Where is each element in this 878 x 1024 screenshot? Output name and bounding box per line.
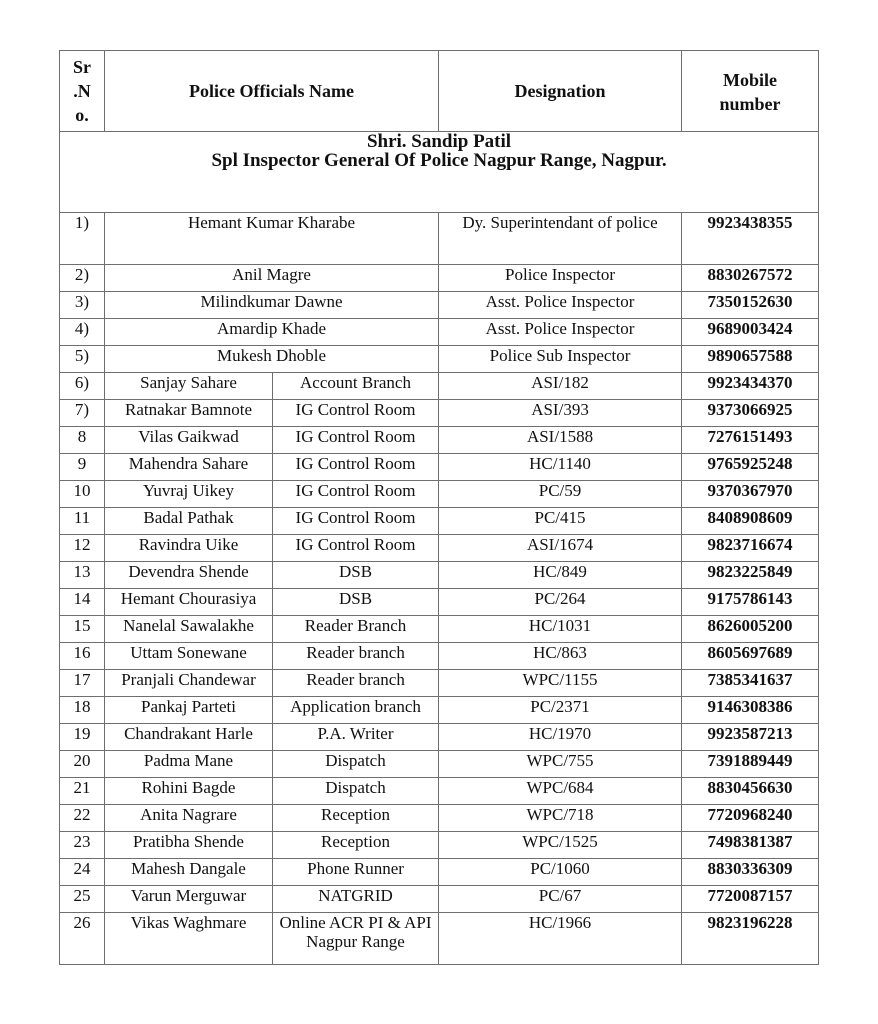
sr-no-cell: 4) <box>60 319 105 346</box>
table-row <box>60 859 819 886</box>
sr-no-cell: 5) <box>60 346 105 373</box>
mobile-number-cell: 7385341637 <box>682 670 819 697</box>
sr-no-cell: 25 <box>60 886 105 913</box>
table-row <box>60 427 819 454</box>
sr-no-cell: 18 <box>60 697 105 724</box>
branch-cell: IG Control Room <box>273 535 439 562</box>
sr-no-cell: 12 <box>60 535 105 562</box>
police-contacts-table <box>59 50 819 965</box>
section-title-post: Spl Inspector General Of Police Nagpur Range, Nagpur. <box>211 150 667 171</box>
section-heading-row <box>60 132 819 213</box>
sr-no-cell: 6) <box>60 373 105 400</box>
official-name-cell: Uttam Sonewane <box>105 643 273 670</box>
official-name-cell: Amardip Khade <box>105 319 439 346</box>
mobile-number-cell: 9890657588 <box>682 346 819 373</box>
branch-cell: IG Control Room <box>273 454 439 481</box>
sr-no-cell: 19 <box>60 724 105 751</box>
branch-cell: IG Control Room <box>273 481 439 508</box>
branch-cell: Dispatch <box>273 751 439 778</box>
mobile-number-cell: 9823225849 <box>682 562 819 589</box>
table-row <box>60 562 819 589</box>
designation-cell: PC/59 <box>439 481 682 508</box>
table-row <box>60 805 819 832</box>
sr-no-cell: 24 <box>60 859 105 886</box>
table-row <box>60 265 819 292</box>
table-row <box>60 481 819 508</box>
designation-cell: Asst. Police Inspector <box>439 292 682 319</box>
designation-cell: WPC/1155 <box>439 670 682 697</box>
header-sr-no: Sr .N o. <box>60 51 105 132</box>
sr-no-cell: 3) <box>60 292 105 319</box>
designation-cell: WPC/755 <box>439 751 682 778</box>
official-name-cell: Vilas Gaikwad <box>105 427 273 454</box>
mobile-number-cell: 7350152630 <box>682 292 819 319</box>
table-row <box>60 373 819 400</box>
mobile-number-cell: 8605697689 <box>682 643 819 670</box>
branch-cell: Dispatch <box>273 778 439 805</box>
designation-cell: ASI/1588 <box>439 427 682 454</box>
mobile-number-cell: 9823716674 <box>682 535 819 562</box>
official-name-cell: Mahendra Sahare <box>105 454 273 481</box>
sr-no-cell: 10 <box>60 481 105 508</box>
designation-cell: HC/1031 <box>439 616 682 643</box>
table-row <box>60 508 819 535</box>
sr-no-cell: 11 <box>60 508 105 535</box>
official-name-cell: Sanjay Sahare <box>105 373 273 400</box>
mobile-number-cell: 9370367970 <box>682 481 819 508</box>
designation-cell: Asst. Police Inspector <box>439 319 682 346</box>
header-name: Police Officials Name <box>105 51 439 132</box>
branch-cell: Reception <box>273 832 439 859</box>
mobile-number-cell: 9765925248 <box>682 454 819 481</box>
designation-cell: HC/863 <box>439 643 682 670</box>
mobile-number-cell: 9823196228 <box>682 913 819 965</box>
official-name-cell: Ravindra Uike <box>105 535 273 562</box>
sr-no-cell: 23 <box>60 832 105 859</box>
designation-cell: PC/2371 <box>439 697 682 724</box>
designation-cell: HC/1970 <box>439 724 682 751</box>
sr-no-cell: 2) <box>60 265 105 292</box>
branch-cell: Application branch <box>273 697 439 724</box>
table-row <box>60 832 819 859</box>
table-row <box>60 400 819 427</box>
sr-no-cell: 8 <box>60 427 105 454</box>
branch-cell: Reception <box>273 805 439 832</box>
header-mobile: Mobile number <box>682 51 819 132</box>
designation-cell: HC/1140 <box>439 454 682 481</box>
branch-cell: Online ACR PI & API Nagpur Range <box>273 913 439 965</box>
table-row <box>60 213 819 265</box>
mobile-number-cell: 7391889449 <box>682 751 819 778</box>
designation-cell: Police Sub Inspector <box>439 346 682 373</box>
sr-no-cell: 14 <box>60 589 105 616</box>
official-name-cell: Hemant Chourasiya <box>105 589 273 616</box>
official-name-cell: Nanelal Sawalakhe <box>105 616 273 643</box>
table-row <box>60 589 819 616</box>
header-designation: Designation <box>439 51 682 132</box>
designation-cell: WPC/1525 <box>439 832 682 859</box>
designation-cell: HC/849 <box>439 562 682 589</box>
branch-cell: IG Control Room <box>273 508 439 535</box>
mobile-number-cell: 9923438355 <box>682 213 819 265</box>
sr-no-cell: 16 <box>60 643 105 670</box>
designation-cell: ASI/393 <box>439 400 682 427</box>
designation-cell: WPC/718 <box>439 805 682 832</box>
table-row <box>60 535 819 562</box>
table-row <box>60 292 819 319</box>
sr-no-cell: 26 <box>60 913 105 965</box>
table-row <box>60 913 819 965</box>
sr-no-cell: 13 <box>60 562 105 589</box>
official-name-cell: Yuvraj Uikey <box>105 481 273 508</box>
official-name-cell: Rohini Bagde <box>105 778 273 805</box>
official-name-cell: Padma Mane <box>105 751 273 778</box>
branch-cell: Reader branch <box>273 643 439 670</box>
branch-cell: Account Branch <box>273 373 439 400</box>
mobile-number-cell: 9923587213 <box>682 724 819 751</box>
sr-no-cell: 7) <box>60 400 105 427</box>
official-name-cell: Vikas Waghmare <box>105 913 273 965</box>
table-row <box>60 454 819 481</box>
mobile-number-cell: 7720968240 <box>682 805 819 832</box>
official-name-cell: Ratnakar Bamnote <box>105 400 273 427</box>
official-name-cell: Chandrakant Harle <box>105 724 273 751</box>
branch-cell: P.A. Writer <box>273 724 439 751</box>
mobile-number-cell: 9175786143 <box>682 589 819 616</box>
mobile-number-cell: 8830456630 <box>682 778 819 805</box>
mobile-number-cell: 7720087157 <box>682 886 819 913</box>
official-name-cell: Anita Nagrare <box>105 805 273 832</box>
mobile-number-cell: 7276151493 <box>682 427 819 454</box>
designation-cell: WPC/684 <box>439 778 682 805</box>
official-name-cell: Varun Merguwar <box>105 886 273 913</box>
branch-cell: DSB <box>273 562 439 589</box>
table-row <box>60 319 819 346</box>
designation-cell: ASI/1674 <box>439 535 682 562</box>
official-name-cell: Anil Magre <box>105 265 439 292</box>
branch-cell: NATGRID <box>273 886 439 913</box>
mobile-number-cell: 8408908609 <box>682 508 819 535</box>
sr-no-cell: 17 <box>60 670 105 697</box>
table-row <box>60 886 819 913</box>
official-name-cell: Devendra Shende <box>105 562 273 589</box>
table-row <box>60 724 819 751</box>
table-row <box>60 778 819 805</box>
mobile-number-cell: 8830336309 <box>682 859 819 886</box>
sr-no-cell: 9 <box>60 454 105 481</box>
official-name-cell: Mahesh Dangale <box>105 859 273 886</box>
official-name-cell: Hemant Kumar Kharabe <box>105 213 439 265</box>
designation-cell: Police Inspector <box>439 265 682 292</box>
official-name-cell: Mukesh Dhoble <box>105 346 439 373</box>
sr-no-cell: 1) <box>60 213 105 265</box>
official-name-cell: Milindkumar Dawne <box>105 292 439 319</box>
official-name-cell: Badal Pathak <box>105 508 273 535</box>
designation-cell: Dy. Superintendant of police <box>439 213 682 265</box>
official-name-cell: Pratibha Shende <box>105 832 273 859</box>
sr-no-cell: 21 <box>60 778 105 805</box>
designation-cell: ASI/182 <box>439 373 682 400</box>
branch-cell: DSB <box>273 589 439 616</box>
official-name-cell: Pranjali Chandewar <box>105 670 273 697</box>
mobile-number-cell: 9146308386 <box>682 697 819 724</box>
sr-no-cell: 22 <box>60 805 105 832</box>
branch-cell: Reader branch <box>273 670 439 697</box>
branch-cell: IG Control Room <box>273 427 439 454</box>
mobile-number-cell: 9923434370 <box>682 373 819 400</box>
mobile-number-cell: 9373066925 <box>682 400 819 427</box>
section-heading <box>60 132 819 213</box>
official-name-cell: Pankaj Parteti <box>105 697 273 724</box>
sr-no-cell: 20 <box>60 751 105 778</box>
branch-cell: IG Control Room <box>273 400 439 427</box>
table-header-row <box>60 51 819 132</box>
table-row <box>60 697 819 724</box>
table-row <box>60 751 819 778</box>
mobile-number-cell: 9689003424 <box>682 319 819 346</box>
section-title-name: Shri. Sandip Patil <box>366 131 512 152</box>
branch-cell: Phone Runner <box>273 859 439 886</box>
table-row <box>60 616 819 643</box>
designation-cell: PC/1060 <box>439 859 682 886</box>
branch-cell: Reader Branch <box>273 616 439 643</box>
mobile-number-cell: 8626005200 <box>682 616 819 643</box>
mobile-number-cell: 8830267572 <box>682 265 819 292</box>
sr-no-cell: 15 <box>60 616 105 643</box>
table-row <box>60 346 819 373</box>
mobile-number-cell: 7498381387 <box>682 832 819 859</box>
table-row <box>60 643 819 670</box>
designation-cell: HC/1966 <box>439 913 682 965</box>
designation-cell: PC/415 <box>439 508 682 535</box>
designation-cell: PC/264 <box>439 589 682 616</box>
designation-cell: PC/67 <box>439 886 682 913</box>
table-row <box>60 670 819 697</box>
